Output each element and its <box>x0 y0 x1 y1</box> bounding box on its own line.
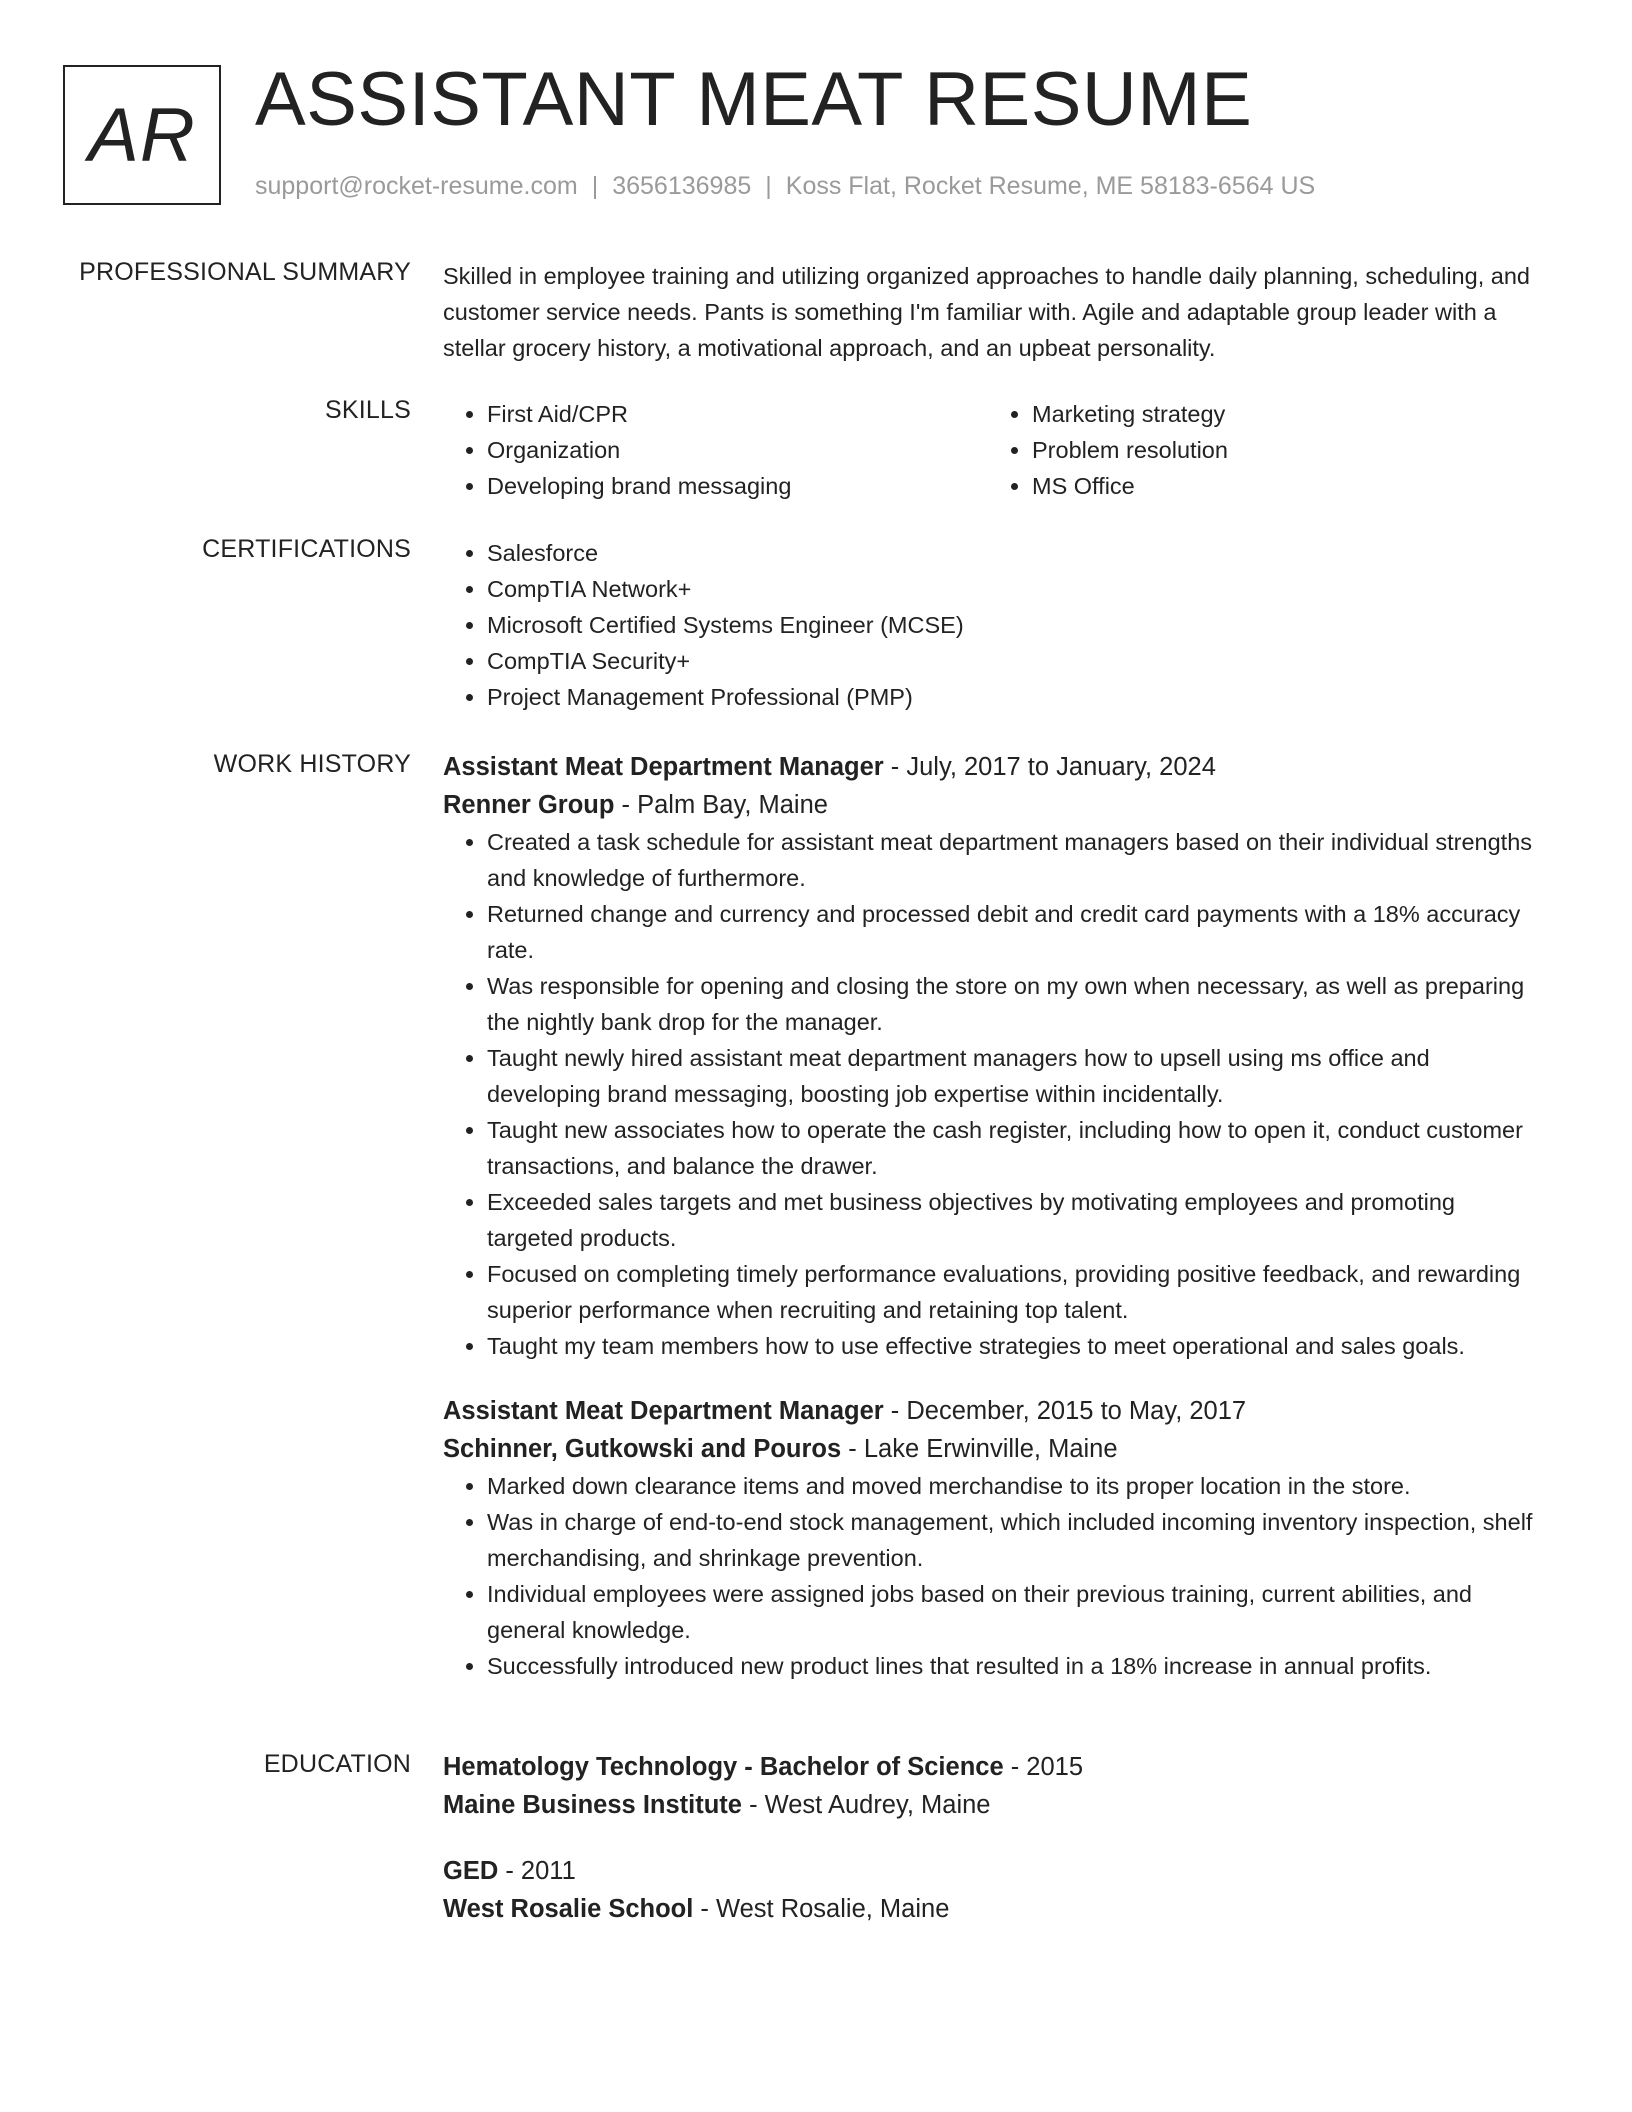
section-label: SKILLS <box>325 396 411 424</box>
monogram-box <box>63 65 221 205</box>
job-bullet: • Was in charge of end-to-end stock management, which included incoming inventory inspection, shelf merchandising, and shrinkage prevention. <box>487 1504 1533 1576</box>
job-bullet: • Created a task schedule for assistant meat department managers based on their individual strengths and knowledge of furthermore. <box>487 824 1533 896</box>
education-year: - 2015 <box>1003 1753 1084 1781</box>
education-location: - West Audrey, Maine <box>741 1791 991 1819</box>
job-org-line <box>443 786 1533 824</box>
contact-line <box>255 172 1315 201</box>
resume-title: ASSISTANT MEAT RESUME <box>255 57 1253 142</box>
job-dates: - July, 2017 to January, 2024 <box>883 753 1216 781</box>
skills-columns <box>443 396 1533 504</box>
skill-item: • Marketing strategy <box>1032 396 1533 432</box>
job-bullet: • Successfully introduced new product lines that resulted in a 18% increase in annual profits. <box>487 1648 1533 1684</box>
education-school: Maine Business Institute <box>443 1791 742 1819</box>
section-body <box>443 748 1533 1712</box>
job-bullet: • Focused on completing timely performance evaluations, providing positive feedback, and rewarding superior performance when recruiting and retaining top talent. <box>487 1256 1533 1328</box>
contact-phone: 3656136985 <box>612 172 752 200</box>
education-degree: Hematology Technology - Bachelor of Science <box>443 1753 1004 1781</box>
skill-item: • Developing brand messaging <box>487 468 988 504</box>
job-bullet: • Returned change and currency and processed debit and credit card payments with a 18% accuracy rate. <box>487 896 1533 968</box>
contact-separator: | <box>591 172 599 200</box>
job-company: Renner Group <box>443 791 615 819</box>
job-entry <box>443 748 1533 1364</box>
section-label: EDUCATION <box>263 1750 411 1778</box>
education-degree: GED <box>443 1857 499 1885</box>
skill-item: • First Aid/CPR <box>487 396 988 432</box>
education-degree-line <box>443 1748 1533 1786</box>
job-title-line <box>443 1392 1533 1430</box>
contact-address: Koss Flat, Rocket Resume, ME 58183-6564 US <box>785 172 1316 200</box>
section-body <box>443 258 1533 366</box>
education-year: - 2011 <box>498 1857 576 1885</box>
education-location: - West Rosalie, Maine <box>693 1895 950 1923</box>
skill-item: • MS Office <box>1032 468 1533 504</box>
section-label: PROFESSIONAL SUMMARY <box>79 258 411 286</box>
job-bullet: • Taught new associates how to operate the cash register, including how to open it, conduct customer transactions, and balance the drawer. <box>487 1112 1533 1184</box>
education-degree-line <box>443 1852 1533 1890</box>
job-location: - Lake Erwinville, Maine <box>841 1435 1118 1463</box>
education-school-line <box>443 1890 1533 1928</box>
job-bullets <box>443 1468 1533 1684</box>
education-school: West Rosalie School <box>443 1895 694 1923</box>
education-school-line <box>443 1786 1533 1824</box>
contact-email: support@rocket-resume.com <box>255 172 578 200</box>
contact-separator: | <box>765 172 772 200</box>
section-label: WORK HISTORY <box>213 750 411 778</box>
job-dates: - December, 2015 to May, 2017 <box>883 1397 1247 1425</box>
education-entry <box>443 1748 1533 1824</box>
skill-item: • Problem resolution <box>1032 432 1533 468</box>
job-title: Assistant Meat Department Manager <box>443 753 884 781</box>
certification-item: • Project Management Professional (PMP) <box>487 679 1533 715</box>
section-body <box>443 535 1533 715</box>
job-location: - Palm Bay, Maine <box>614 791 828 819</box>
job-bullets <box>443 824 1533 1364</box>
job-title-line <box>443 748 1533 786</box>
skills-list-right <box>988 396 1533 504</box>
job-bullet: • Marked down clearance items and moved merchandise to its proper location in the store. <box>487 1468 1533 1504</box>
job-title: Assistant Meat Department Manager <box>443 1397 884 1425</box>
job-bullet: • Exceeded sales targets and met business objectives by motivating employees and promoting targeted products. <box>487 1184 1533 1256</box>
certification-item: • Microsoft Certified Systems Engineer (MCSE) <box>487 607 1533 643</box>
job-bullet: • Taught my team members how to use effective strategies to meet operational and sales goals. <box>487 1328 1533 1364</box>
job-org-line <box>443 1430 1533 1468</box>
job-bullet: • Was responsible for opening and closing the store on my own when necessary, as well as preparing the nightly bank drop for the manager. <box>487 968 1533 1040</box>
summary-text: Skilled in employee training and utilizing organized approaches to handle daily planning, scheduling, and customer service needs. Pants is something I'm familiar with. Agile and adaptable group leader with a stellar grocery history, a motivational approach, and an upbeat personality. <box>443 263 1530 361</box>
education-entry <box>443 1852 1533 1928</box>
certifications-list <box>443 535 1533 715</box>
skills-list-left <box>443 396 988 504</box>
job-bullet: • Individual employees were assigned jobs based on their previous training, current abilities, and general knowledge. <box>487 1576 1533 1648</box>
section-label: CERTIFICATIONS <box>202 535 411 563</box>
job-company: Schinner, Gutkowski and Pouros <box>443 1435 842 1463</box>
certification-item: • CompTIA Network+ <box>487 571 1533 607</box>
monogram-initials: AR <box>88 92 196 178</box>
job-entry <box>443 1392 1533 1684</box>
certification-item: • CompTIA Security+ <box>487 643 1533 679</box>
job-bullet: • Taught newly hired assistant meat department managers how to upsell using ms office and developing brand messaging, boosting job expertise within incidentally. <box>487 1040 1533 1112</box>
skill-item: • Organization <box>487 432 988 468</box>
section-body <box>443 1748 1533 1956</box>
certification-item: • Salesforce <box>487 535 1533 571</box>
